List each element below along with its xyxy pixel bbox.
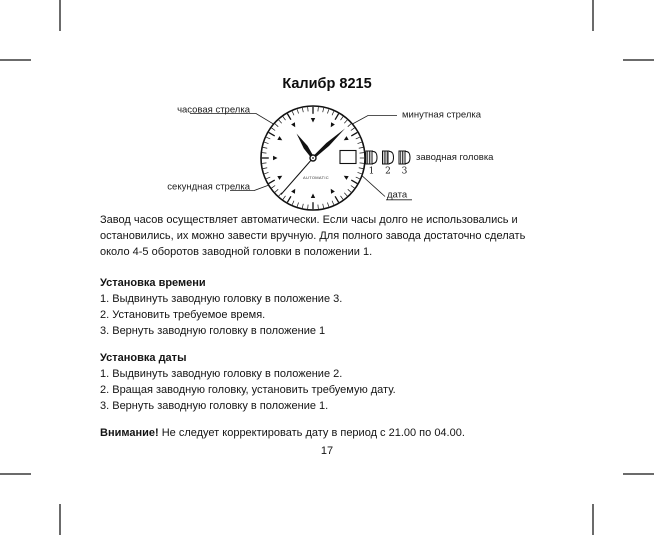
minute-hand-label: минутная стрелка	[402, 109, 482, 121]
warning-text: Не следует корректировать дату в период с 21.00 по 04.00.	[158, 427, 465, 439]
date-setting-section	[100, 350, 396, 414]
winding-paragraph	[100, 212, 525, 260]
crop-mark-bottom-left-horizontal	[0, 473, 31, 475]
crown-label: заводная головка	[416, 152, 494, 163]
dial-automatic-text: AUTOMATIC	[303, 175, 329, 180]
date-window	[340, 151, 356, 164]
page-number: 17	[320, 445, 334, 457]
warning-note	[100, 425, 465, 441]
time-setting-heading: Установка времени	[100, 277, 206, 289]
page-title: Калибр 8215	[282, 76, 372, 92]
date-setting-step-2: 2. Вращая заводную головку, установить требуемую дату.	[100, 384, 396, 396]
time-setting-step-2: 2. Установить требуемое время.	[100, 309, 266, 321]
crown-position-1-icon	[366, 151, 377, 164]
crown-position-3-number: 3	[401, 166, 408, 177]
second-hand-label: секундная стрелка	[167, 181, 250, 193]
date-setting-heading: Установка даты	[100, 352, 187, 364]
crown-position-2-icon	[383, 151, 394, 164]
time-setting-step-1: 1. Выдвинуть заводную головку в положение 3.	[100, 293, 343, 305]
time-setting-section	[100, 275, 342, 339]
hands-center-dot	[312, 157, 314, 159]
crop-mark-bottom-right-horizontal	[623, 473, 654, 475]
time-setting-step-3: 3. Вернуть заводную головку в положение 1	[100, 325, 326, 337]
hour-hand-label: часовая стрелка	[177, 104, 250, 116]
date-setting-step-3: 3. Вернуть заводную головку в положение 1.	[100, 400, 329, 412]
crown-position-3-icon	[399, 151, 410, 164]
winding-line-2: остановились, их можно завести вручную. Для полного завода достаточно сделать	[100, 230, 526, 242]
warning-label: Внимание!	[100, 427, 159, 439]
crop-mark-bottom-right-vertical	[592, 504, 594, 535]
date-label: дата	[387, 189, 408, 201]
winding-line-1: Завод часов осуществляет автоматически. Если часы долго не использовались и	[100, 214, 518, 226]
winding-line-3: около 4-5 оборотов заводной головки в положении 1.	[100, 246, 373, 258]
crown-position-2-number: 2	[385, 166, 391, 177]
crop-mark-bottom-left-vertical	[59, 504, 61, 535]
crown-position-1-number: 1	[368, 166, 375, 177]
date-setting-step-1: 1. Выдвинуть заводную головку в положение 2.	[100, 368, 343, 380]
